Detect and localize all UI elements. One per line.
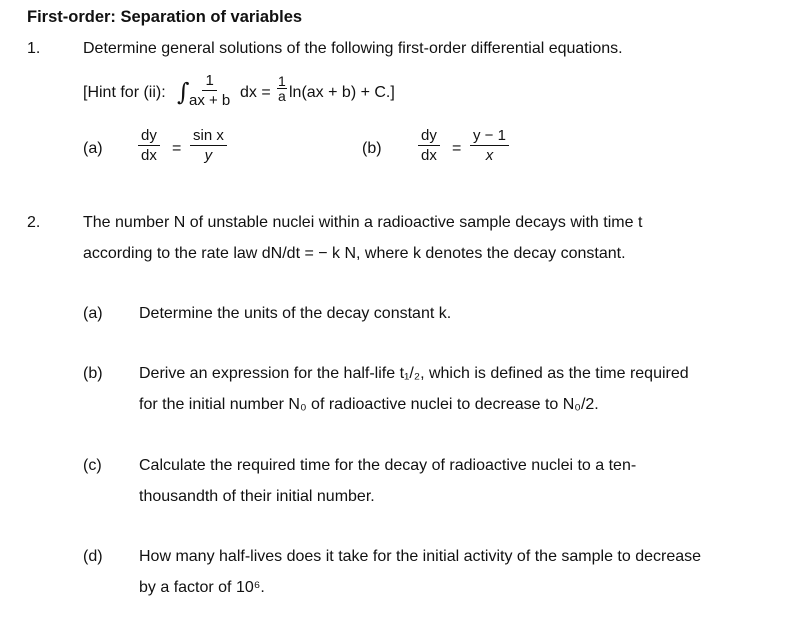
q1-part-a-label: (a)	[83, 140, 103, 157]
q2-part-d-label: (d)	[83, 548, 103, 565]
q1-part-b-label: (b)	[362, 140, 382, 157]
hint-dx-equals: dx =	[240, 84, 271, 101]
q1a-lhs-numerator: dy	[138, 127, 160, 146]
q2-part-b-line-2: for the initial number N₀ of radioactive nuclei to decrease to N₀/2.	[139, 396, 599, 413]
q2-part-c-line-1: Calculate the required time for the decay of radioactive nuclei to a ten‑	[139, 457, 637, 474]
hint-fraction-2-numerator: 1	[278, 73, 286, 89]
q2-part-b-line-1: Derive an expression for the half‑life t₁/₂, which is defined as the time required	[139, 365, 689, 382]
q2-part-b-label: (b)	[83, 365, 103, 382]
q1a-equals: =	[172, 140, 182, 157]
q1a-lhs-fraction	[138, 127, 160, 164]
hint-fraction	[189, 72, 230, 109]
hint-fraction-2	[277, 74, 287, 104]
q1b-rhs-fraction	[470, 127, 509, 164]
q1b-equals: =	[452, 140, 462, 157]
q2-part-c-line-2: thousandth of their initial number.	[139, 488, 375, 505]
q1b-lhs-denominator: dx	[421, 147, 437, 164]
q1b-rhs-numerator: y − 1	[470, 127, 509, 146]
hint-prefix: [Hint for (ii):	[83, 84, 166, 101]
question-2-line-1: The number N of unstable nuclei within a radioactive sample decays with time t	[83, 214, 643, 231]
q1b-lhs-numerator: dy	[418, 127, 440, 146]
integral-sign: ∫	[177, 78, 190, 106]
q2-part-a-label: (a)	[83, 305, 103, 322]
question-1-number: 1.	[27, 40, 41, 57]
q2-part-a-text: Determine the units of the decay constant k.	[139, 305, 452, 322]
hint-suffix: ln(ax + b) + C.]	[289, 84, 395, 101]
q2-part-d-line-1: How many half‑lives does it take for the initial activity of the sample to decrease	[139, 548, 702, 565]
q2-part-c-label: (c)	[83, 457, 102, 474]
hint-fraction-numerator: 1	[202, 72, 216, 91]
q1a-rhs-numerator: sin x	[190, 127, 227, 146]
q1a-rhs-denominator: y	[204, 147, 213, 164]
section-title: First-order: Separation of variables	[27, 8, 303, 26]
hint-fraction-denominator: ax + b	[189, 92, 231, 109]
q1b-lhs-fraction	[418, 127, 440, 164]
q2-part-d-line-2: by a factor of 10⁶.	[139, 579, 265, 596]
hint-fraction-2-denominator: a	[278, 88, 286, 104]
q1a-lhs-denominator: dx	[141, 147, 157, 164]
q1a-rhs-fraction	[190, 127, 227, 164]
question-1-text: Determine general solutions of the following first‑order differential equations.	[83, 40, 623, 57]
question-2-line-2: according to the rate law dN/dt = − k N, where k denotes the decay constant.	[83, 245, 626, 262]
question-2-number: 2.	[27, 214, 41, 231]
q1b-rhs-denominator: x	[485, 147, 494, 164]
